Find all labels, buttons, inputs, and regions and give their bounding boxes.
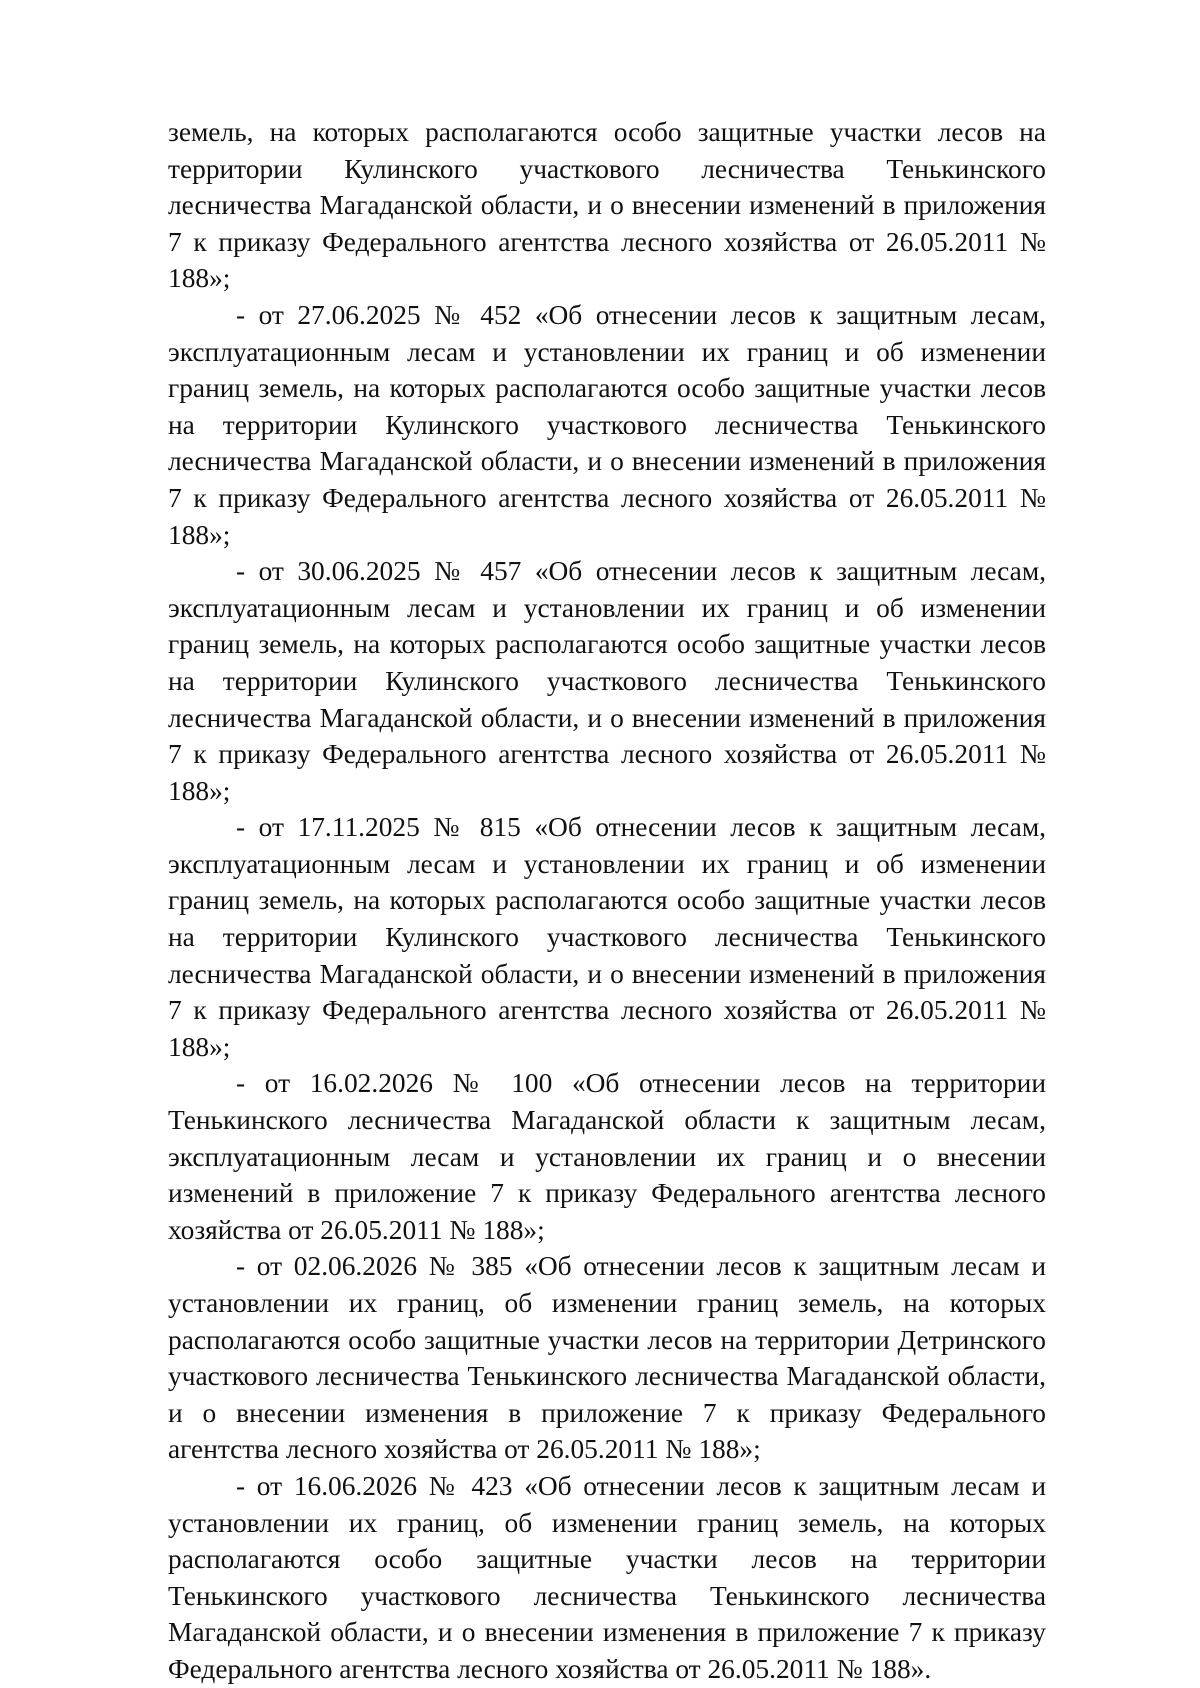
- list-item-order-423: - от 16.06.2026 № 423 «Об отнесении лесов к защитным лесам и установлении их границ, об изменении границ земель, на которых располагаются особо защитные участки лесов на территории Тенькинского участкового лесничества Тенькинского лесничества Магаданской области, и о внесении изменения в приложение 7 к приказу Федерального агентства лесного хозяйства от 26.05.2011 № 188».: [168, 1470, 1046, 1684]
- document-page: [168, 114, 1046, 1688]
- paragraph-continuation: земель, на которых располагаются особо защитные участки лесов на территории Кулинского участкового лесничества Тенькинского лесничества Магаданской области, и о внесении изменений в приложения 7 к приказу Федерального агентства лесного хозяйства от 26.05.2011 № 188»;: [168, 117, 1046, 294]
- list-item-order-452: - от 27.06.2025 № 452 «Об отнесении лесов к защитным лесам, эксплуатационным лесам и установлении их границ и об изменении границ земель, на которых располагаются особо защитные участки лесов на территории Кулинского участкового лесничества Тенькинского лесничества Магаданской области, и о внесении изменений в приложения 7 к приказу Федерального агентства лесного хозяйства от 26.05.2011 № 188»;: [168, 299, 1046, 550]
- list-item-order-100: - от 16.02.2026 № 100 «Об отнесении лесов на территории Тенькинского лесничества Магаданской области к защитным лесам, эксплуатационным лесам и установлении их границ и о внесении изменений в приложение 7 к приказу Федерального агентства лесного хозяйства от 26.05.2011 № 188»;: [168, 1068, 1046, 1245]
- list-item-order-815: - от 17.11.2025 № 815 «Об отнесении лесов к защитным лесам, эксплуатационным лесам и установлении их границ и об изменении границ земель, на которых располагаются особо защитные участки лесов на территории Кулинского участкового лесничества Тенькинского лесничества Магаданской области, и о внесении изменений в приложения 7 к приказу Федерального агентства лесного хозяйства от 26.05.2011 № 188»;: [168, 812, 1046, 1062]
- list-item-order-457: - от 30.06.2025 № 457 «Об отнесении лесов к защитным лесам, эксплуатационным лесам и установлении их границ и об изменении границ земель, на которых располагаются особо защитные участки лесов на территории Кулинского участкового лесничества Тенькинского лесничества Магаданской области, и о внесении изменений в приложения 7 к приказу Федерального агентства лесного хозяйства от 26.05.2011 № 188»;: [168, 556, 1046, 806]
- list-item-order-385: - от 02.06.2026 № 385 «Об отнесении лесов к защитным лесам и установлении их границ, об изменении границ земель, на которых располагаются особо защитные участки лесов на территории Детринского участкового лесничества Тенькинского лесничества Магаданской области, и о внесении изменения в приложение 7 к приказу Федерального агентства лесного хозяйства от 26.05.2011 № 188»;: [168, 1251, 1046, 1465]
